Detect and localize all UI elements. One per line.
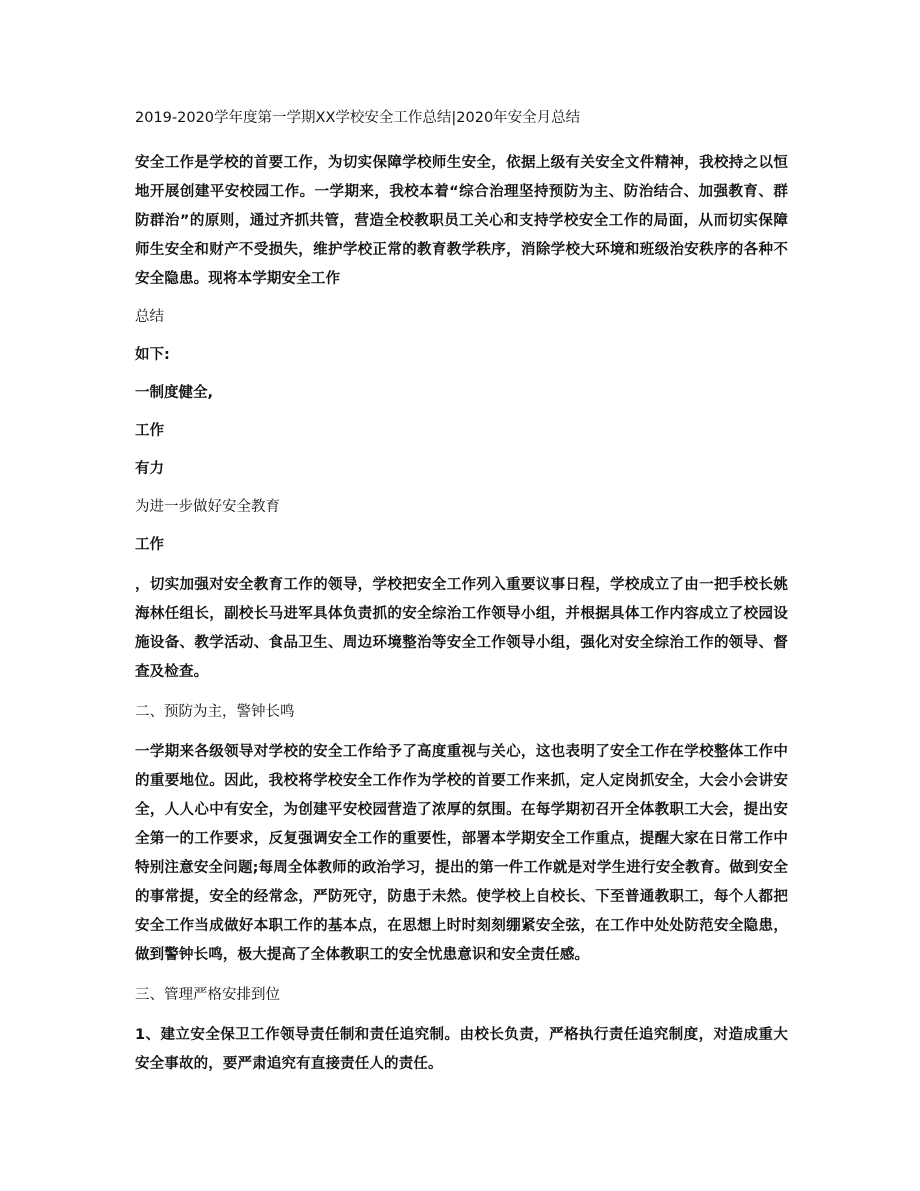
leadership-paragraph: ，切实加强对安全教育工作的领导，学校把安全工作列入重要议事日程，学校成立了由一把手校长姚海林任组长，副校长马进军具体负责抓的安全综治工作领导小组，并根据具体工作内容成立了校园设施设备、教学活动、食品卫生、周边环境整治等安全工作领导小组，强化对安全综治工作的领导、督查及检查。 [135,577,788,680]
section-heading-3: 三、管理严格安排到位 [135,987,280,1003]
section-heading-2: 二、预防为主，警钟长鸣 [135,704,295,720]
responsibility-paragraph: 1、建立安全保卫工作领导责任制和责任追究制。由校长负责，严格执行责任追究制度，对造成重大安全事故的，要严肃追究有直接责任人的责任。 [135,1027,788,1072]
section-heading-1: 一制度健全, [135,385,214,401]
document-title: 2019-2020学年度第一学期XX学校安全工作总结|2020年安全月总结 [135,110,581,126]
summary-word: 总结 [135,309,164,325]
line-further-education: 为进一步做好安全教育 [135,499,280,515]
intro-paragraph: 安全工作是学校的首要工作，为切实保障学校师生安全，依据上级有关安全文件精神，我校持之以恒地开展创建平安校园工作。一学期来，我校本着“综合治理坚持预防为主、防治结合、加强教育、群防群治”的原则，通过齐抓共管，营造全校教职员工关心和支持学校安全工作的局面，从而切实保障师生安全和财产不受损失，维护学校正常的教育教学秩序，消除学校大环境和班级治安秩序的各种不安全隐患。现将本学期安全工作 [135,155,788,287]
line-work-1: 工作 [135,423,164,439]
line-effective: 有力 [135,461,164,477]
line-work-2: 工作 [135,537,164,553]
as-follows: 如下: [135,347,170,363]
prevention-paragraph: 一学期来各级领导对学校的安全工作给予了高度重视与关心，这也表明了安全工作在学校整体工作中的重要地位。因此，我校将学校安全工作作为学校的首要工作来抓，定人定岗抓安全，大会小会讲安全，人人心中有安全，为创建平安校园营造了浓厚的氛围。在每学期初召开全体教职工大会，提出安全第一的工作要求，反复强调安全工作的重要性，部署本学期安全工作重点，提醒大家在日常工作中特别注意安全问题;每周全体教师的政治学习，提出的第一件工作就是对学生进行安全教育。做到安全的事常提，安全的经常念，严防死守，防患于未然。使学校上自校长、下至普通教职工，每个人都把安全工作当成做好本职工作的基本点，在思想上时时刻刻绷紧安全弦，在工作中处处防范安全隐患，做到警钟长鸣，极大提高了全体教职工的安全忧患意识和安全责任感。 [135,744,788,963]
